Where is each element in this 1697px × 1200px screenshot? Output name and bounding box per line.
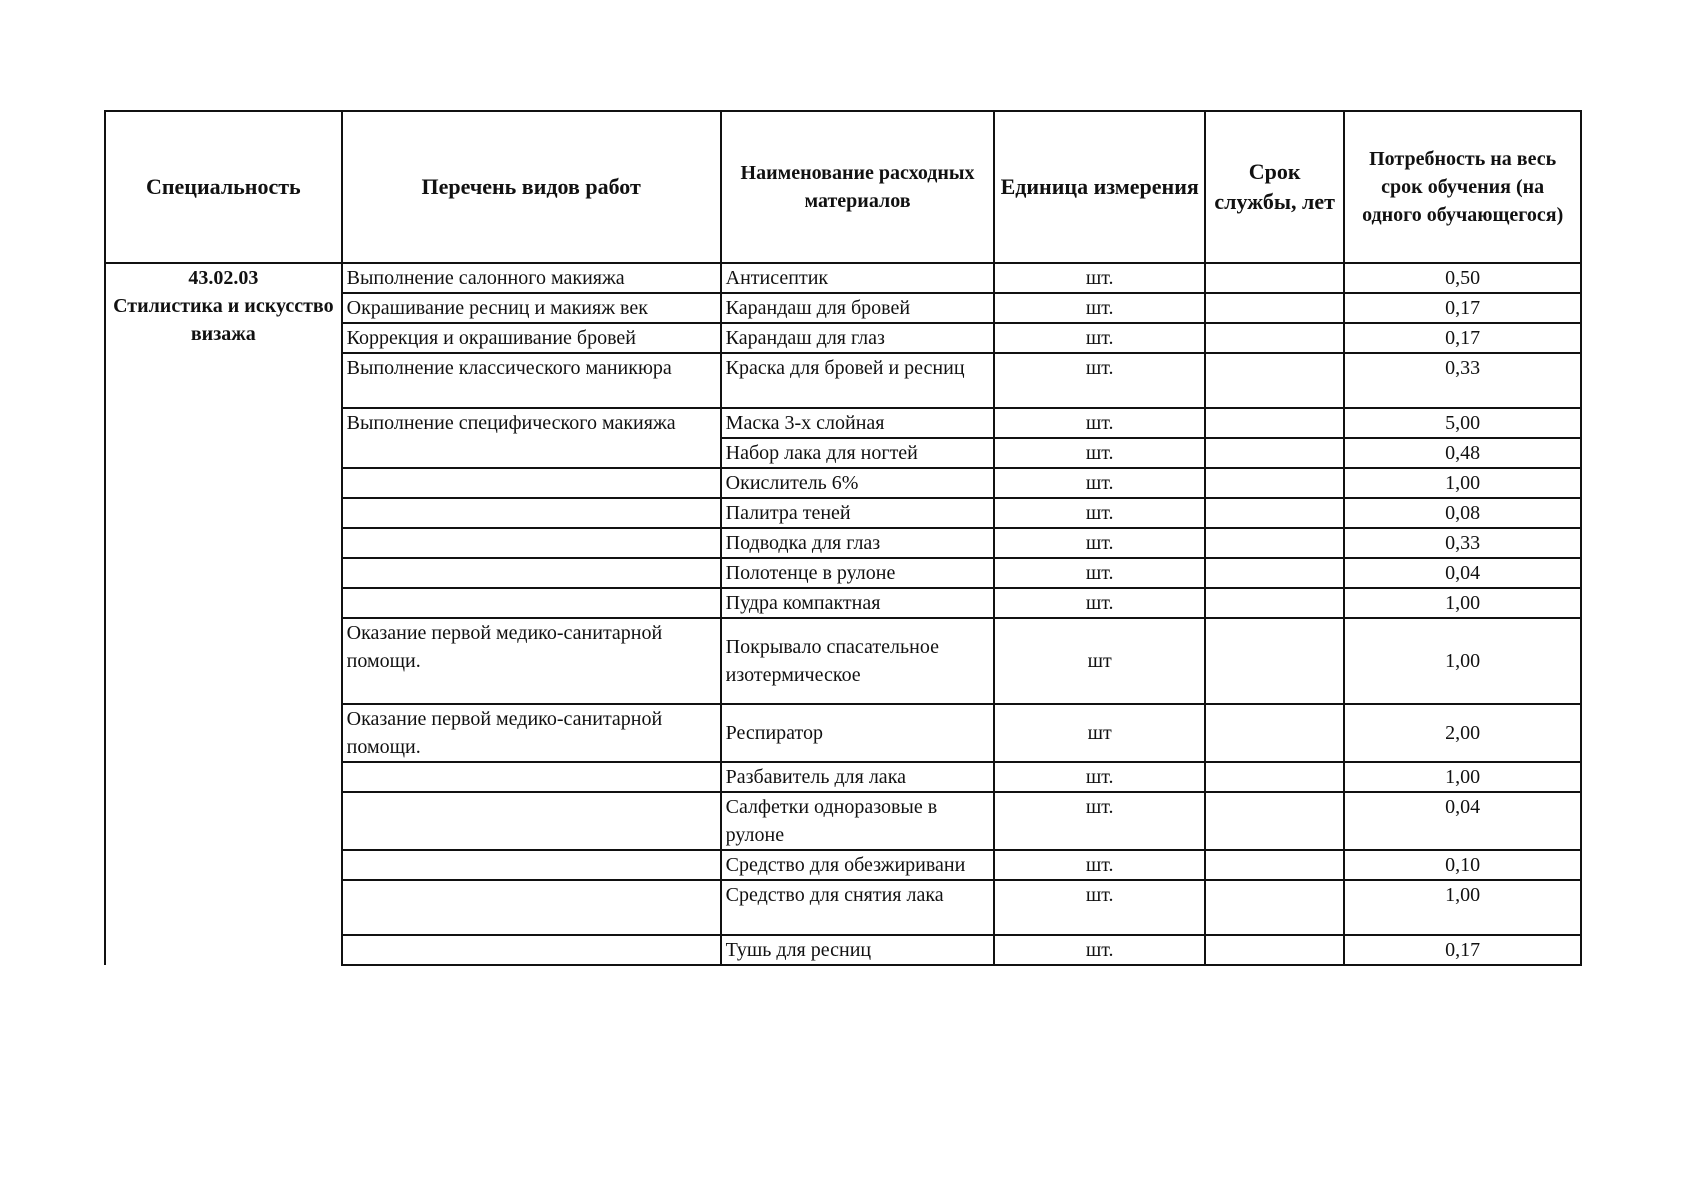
material-cell: Набор лака для ногтей bbox=[721, 438, 995, 468]
life-cell bbox=[1205, 588, 1344, 618]
life-cell bbox=[1205, 498, 1344, 528]
material-cell: Полотенце в рулоне bbox=[721, 558, 995, 588]
material-cell: Респиратор bbox=[721, 704, 995, 762]
life-cell bbox=[1205, 704, 1344, 762]
material-cell: Краска для бровей и ресниц bbox=[721, 353, 995, 408]
header-need: Потребность на весь срок обучения (на одного обучающегося) bbox=[1344, 111, 1581, 263]
unit-cell: шт. bbox=[994, 263, 1205, 293]
work-cell bbox=[342, 468, 721, 498]
need-cell: 0,17 bbox=[1344, 935, 1581, 965]
unit-cell: шт. bbox=[994, 762, 1205, 792]
life-cell bbox=[1205, 792, 1344, 850]
unit-cell: шт. bbox=[994, 558, 1205, 588]
work-cell: Выполнение специфического макияжа bbox=[342, 408, 721, 468]
material-cell: Тушь для ресниц bbox=[721, 935, 995, 965]
need-cell: 1,00 bbox=[1344, 618, 1581, 704]
material-cell: Антисептик bbox=[721, 263, 995, 293]
need-cell: 5,00 bbox=[1344, 408, 1581, 438]
work-cell: Оказание первой медико-санитарной помощи. bbox=[342, 704, 721, 762]
consumables-sheet bbox=[104, 110, 1582, 966]
header-work-types: Перечень видов работ bbox=[342, 111, 721, 263]
work-cell bbox=[342, 558, 721, 588]
specialty-code: 43.02.03 bbox=[188, 267, 259, 289]
need-cell: 0,17 bbox=[1344, 293, 1581, 323]
material-cell: Пудра компактная bbox=[721, 588, 995, 618]
material-cell: Средство для обезжиривани bbox=[721, 850, 995, 880]
life-cell bbox=[1205, 528, 1344, 558]
life-cell bbox=[1205, 263, 1344, 293]
unit-cell: шт. bbox=[994, 408, 1205, 438]
unit-cell: шт. bbox=[994, 468, 1205, 498]
unit-cell: шт bbox=[994, 618, 1205, 704]
material-cell: Маска 3-х слойная bbox=[721, 408, 995, 438]
work-cell bbox=[342, 498, 721, 528]
life-cell bbox=[1205, 408, 1344, 438]
need-cell: 0,50 bbox=[1344, 263, 1581, 293]
life-cell bbox=[1205, 618, 1344, 704]
unit-cell: шт. bbox=[994, 438, 1205, 468]
work-cell bbox=[342, 880, 721, 935]
life-cell bbox=[1205, 935, 1344, 965]
specialty-cell bbox=[105, 263, 342, 965]
life-cell bbox=[1205, 438, 1344, 468]
material-cell: Окислитель 6% bbox=[721, 468, 995, 498]
life-cell bbox=[1205, 762, 1344, 792]
life-cell bbox=[1205, 323, 1344, 353]
work-cell: Окрашивание ресниц и макияж век bbox=[342, 293, 721, 323]
header-service-life: Срок службы, лет bbox=[1205, 111, 1344, 263]
unit-cell: шт. bbox=[994, 792, 1205, 850]
work-cell bbox=[342, 588, 721, 618]
need-cell: 0,04 bbox=[1344, 792, 1581, 850]
life-cell bbox=[1205, 468, 1344, 498]
material-cell: Подводка для глаз bbox=[721, 528, 995, 558]
unit-cell: шт. bbox=[994, 353, 1205, 408]
specialty-name: Стилистика и искусство визажа bbox=[113, 295, 334, 345]
need-cell: 0,17 bbox=[1344, 323, 1581, 353]
header-unit: Единица измерения bbox=[994, 111, 1205, 263]
life-cell bbox=[1205, 850, 1344, 880]
life-cell bbox=[1205, 558, 1344, 588]
life-cell bbox=[1205, 353, 1344, 408]
unit-cell: шт. bbox=[994, 935, 1205, 965]
material-cell: Карандаш для глаз bbox=[721, 323, 995, 353]
unit-cell: шт. bbox=[994, 323, 1205, 353]
need-cell: 2,00 bbox=[1344, 704, 1581, 762]
need-cell: 1,00 bbox=[1344, 762, 1581, 792]
header-specialty: Специальность bbox=[105, 111, 342, 263]
need-cell: 0,33 bbox=[1344, 528, 1581, 558]
consumables-table bbox=[104, 110, 1582, 966]
life-cell bbox=[1205, 880, 1344, 935]
material-cell: Покрывало спасательное изотермическое bbox=[721, 618, 995, 704]
need-cell: 1,00 bbox=[1344, 468, 1581, 498]
material-cell: Салфетки одноразовые в рулоне bbox=[721, 792, 995, 850]
unit-cell: шт. bbox=[994, 498, 1205, 528]
material-cell: Разбавитель для лака bbox=[721, 762, 995, 792]
unit-cell: шт bbox=[994, 704, 1205, 762]
work-cell bbox=[342, 762, 721, 792]
material-cell: Карандаш для бровей bbox=[721, 293, 995, 323]
work-cell: Выполнение салонного макияжа bbox=[342, 263, 721, 293]
material-cell: Средство для снятия лака bbox=[721, 880, 995, 935]
work-cell bbox=[342, 850, 721, 880]
unit-cell: шт. bbox=[994, 588, 1205, 618]
need-cell: 0,10 bbox=[1344, 850, 1581, 880]
work-cell: Выполнение классического маникюра bbox=[342, 353, 721, 408]
unit-cell: шт. bbox=[994, 880, 1205, 935]
need-cell: 0,48 bbox=[1344, 438, 1581, 468]
unit-cell: шт. bbox=[994, 293, 1205, 323]
work-cell bbox=[342, 935, 721, 965]
table-row bbox=[105, 263, 1581, 293]
need-cell: 0,33 bbox=[1344, 353, 1581, 408]
need-cell: 0,04 bbox=[1344, 558, 1581, 588]
work-cell bbox=[342, 792, 721, 850]
work-cell bbox=[342, 528, 721, 558]
work-cell: Коррекция и окрашивание бровей bbox=[342, 323, 721, 353]
unit-cell: шт. bbox=[994, 850, 1205, 880]
life-cell bbox=[1205, 293, 1344, 323]
need-cell: 1,00 bbox=[1344, 588, 1581, 618]
header-material-name: Наименование расходных материалов bbox=[721, 111, 995, 263]
need-cell: 0,08 bbox=[1344, 498, 1581, 528]
unit-cell: шт. bbox=[994, 528, 1205, 558]
header-row bbox=[105, 111, 1581, 263]
work-cell: Оказание первой медико-санитарной помощи. bbox=[342, 618, 721, 704]
material-cell: Палитра теней bbox=[721, 498, 995, 528]
need-cell: 1,00 bbox=[1344, 880, 1581, 935]
